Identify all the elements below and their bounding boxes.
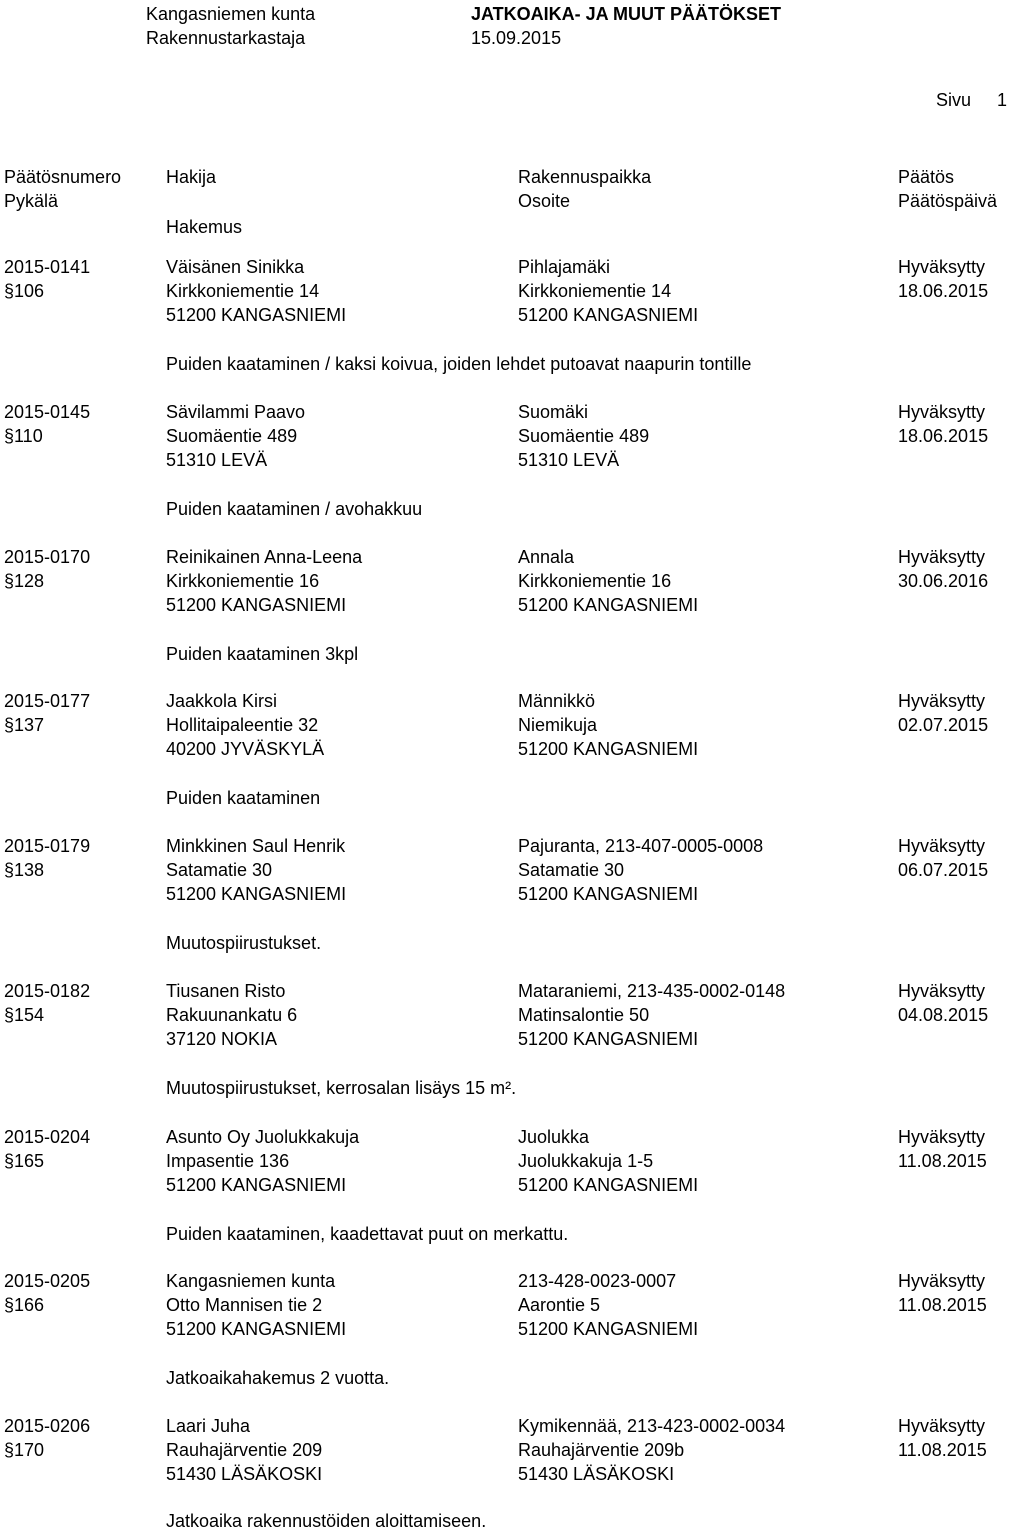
site-street: Juolukkakuja 1-5 (518, 1151, 654, 1171)
applicant-street: Kirkkoniementie 16 (166, 571, 320, 591)
application-description: Puiden kaataminen, kaadettavat puut on merkattu. (166, 1224, 569, 1244)
record-number: 2015-0179 (4, 836, 91, 856)
site-street: Suomäentie 489 (518, 426, 650, 446)
decision-date: 18.06.2015 (898, 281, 989, 301)
record-section: §110 (4, 426, 43, 446)
site-name: Annala (518, 547, 575, 567)
application-description: Puiden kaataminen (166, 788, 321, 808)
applicant-street: Kirkkoniementie 14 (166, 281, 320, 301)
decision-status: Hyväksytty (898, 1416, 986, 1436)
application-description: Muutospiirustukset. (166, 933, 322, 953)
decision-record (0, 1269, 1024, 1414)
applicant-name: Tiusanen Risto (166, 981, 286, 1001)
document-title: JATKOAIKA- JA MUUT PÄÄTÖKSET (471, 4, 781, 24)
record-number: 2015-0205 (4, 1271, 91, 1291)
decision-date: 02.07.2015 (898, 715, 989, 735)
application-description: Puiden kaataminen / kaksi koivua, joiden lehdet putoavat naapurin tontille (166, 354, 752, 374)
decision-status: Hyväksytty (898, 691, 986, 711)
decision-date: 18.06.2015 (898, 426, 989, 446)
record-number: 2015-0204 (4, 1127, 91, 1147)
decision-status: Hyväksytty (898, 981, 986, 1001)
decision-record (0, 834, 1024, 979)
record-number: 2015-0145 (4, 402, 91, 422)
record-section: §170 (4, 1440, 45, 1460)
site-street: Rauhajärventie 209b (518, 1440, 685, 1460)
applicant-street: Satamatie 30 (166, 860, 273, 880)
record-number: 2015-0170 (4, 547, 91, 567)
site-street: Satamatie 30 (518, 860, 625, 880)
decision-date: 06.07.2015 (898, 860, 989, 880)
applicant-name: Laari Juha (166, 1416, 251, 1436)
decision-date: 30.06.2016 (898, 571, 989, 591)
applicant-street: Rauhajärventie 209 (166, 1440, 323, 1460)
decision-date: 11.08.2015 (898, 1151, 987, 1171)
applicant-name: Väisänen Sinikka (166, 257, 305, 277)
applicant-name: Reinikainen Anna-Leena (166, 547, 363, 567)
application-description: Jatkoaikahakemus 2 vuotta. (166, 1368, 390, 1388)
record-section: §166 (4, 1295, 45, 1315)
page-label: Sivu (936, 90, 972, 110)
record-number: 2015-0206 (4, 1416, 91, 1436)
site-city: 51200 KANGASNIEMI (518, 1319, 699, 1339)
applicant-street: Rakuunankatu 6 (166, 1005, 298, 1025)
site-city: 51200 KANGASNIEMI (518, 305, 699, 325)
decision-status: Hyväksytty (898, 257, 986, 277)
decision-record (0, 545, 1024, 690)
decision-status: Hyväksytty (898, 836, 986, 856)
column-header-application: Hakemus (166, 217, 243, 237)
site-city: 51200 KANGASNIEMI (518, 1029, 699, 1049)
site-name: Kymikennää, 213-423-0002-0034 (518, 1416, 786, 1436)
applicant-name: Sävilammi Paavo (166, 402, 306, 422)
column-header-decision-date: Päätöspäivä (898, 191, 998, 211)
record-section: §106 (4, 281, 45, 301)
site-city: 51430 LÄSÄKOSKI (518, 1464, 675, 1484)
site-street: Niemikuja (518, 715, 598, 735)
site-name: Mataraniemi, 213-435-0002-0148 (518, 981, 786, 1001)
column-header-address: Osoite (518, 191, 571, 211)
applicant-street: Otto Mannisen tie 2 (166, 1295, 323, 1315)
site-street: Kirkkoniementie 14 (518, 281, 672, 301)
record-section: §128 (4, 571, 45, 591)
applicant-city: 51310 LEVÄ (166, 450, 268, 470)
site-name: 213-428-0023-0007 (518, 1271, 677, 1291)
site-city: 51200 KANGASNIEMI (518, 884, 699, 904)
site-name: Suomäki (518, 402, 589, 422)
applicant-city: 37120 NOKIA (166, 1029, 278, 1049)
application-description: Puiden kaataminen 3kpl (166, 644, 359, 664)
applicant-city: 51200 KANGASNIEMI (166, 595, 347, 615)
record-section: §154 (4, 1005, 45, 1025)
column-header-decision: Päätös (898, 167, 955, 187)
site-name: Männikkö (518, 691, 596, 711)
decision-record (0, 400, 1024, 545)
applicant-city: 51200 KANGASNIEMI (166, 1319, 347, 1339)
document-date: 15.09.2015 (471, 28, 562, 48)
site-city: 51200 KANGASNIEMI (518, 739, 699, 759)
applicant-name: Asunto Oy Juolukkakuja (166, 1127, 360, 1147)
application-description: Puiden kaataminen / avohakkuu (166, 499, 423, 519)
site-street: Aarontie 5 (518, 1295, 601, 1315)
applicant-name: Jaakkola Kirsi (166, 691, 278, 711)
applicant-city: 40200 JYVÄSKYLÄ (166, 739, 325, 759)
site-name: Juolukka (518, 1127, 590, 1147)
applicant-street: Hollitaipaleentie 32 (166, 715, 319, 735)
record-number: 2015-0182 (4, 981, 91, 1001)
site-street: Kirkkoniementie 16 (518, 571, 672, 591)
site-street: Matinsalontie 50 (518, 1005, 650, 1025)
applicant-city: 51430 LÄSÄKOSKI (166, 1464, 323, 1484)
decision-date: 11.08.2015 (898, 1295, 987, 1315)
decision-status: Hyväksytty (898, 1127, 986, 1147)
site-name: Pihlajamäki (518, 257, 611, 277)
decision-status: Hyväksytty (898, 547, 986, 567)
application-description: Muutospiirustukset, kerrosalan lisäys 15 m². (166, 1078, 517, 1098)
record-number: 2015-0177 (4, 691, 91, 711)
site-city: 51310 LEVÄ (518, 450, 620, 470)
site-name: Pajuranta, 213-407-0005-0008 (518, 836, 764, 856)
decision-record (0, 1414, 1024, 1532)
applicant-name: Minkkinen Saul Henrik (166, 836, 346, 856)
record-section: §138 (4, 860, 45, 880)
decision-date: 11.08.2015 (898, 1440, 987, 1460)
decision-date: 04.08.2015 (898, 1005, 989, 1025)
decision-record (0, 979, 1024, 1124)
decision-status: Hyväksytty (898, 402, 986, 422)
applicant-street: Impasentie 136 (166, 1151, 290, 1171)
department-name: Rakennustarkastaja (146, 28, 306, 48)
column-header-applicant: Hakija (166, 167, 217, 187)
column-header-decision-number: Päätösnumero (4, 167, 122, 187)
organization-name: Kangasniemen kunta (146, 4, 316, 24)
site-city: 51200 KANGASNIEMI (518, 595, 699, 615)
application-description: Jatkoaika rakennustöiden aloittamiseen. (166, 1511, 487, 1531)
decision-record (0, 689, 1024, 834)
applicant-city: 51200 KANGASNIEMI (166, 1175, 347, 1195)
record-section: §137 (4, 715, 45, 735)
applicant-name: Kangasniemen kunta (166, 1271, 336, 1291)
column-header-site: Rakennuspaikka (518, 167, 652, 187)
decision-status: Hyväksytty (898, 1271, 986, 1291)
page-number: 1 (997, 90, 1008, 110)
applicant-city: 51200 KANGASNIEMI (166, 305, 347, 325)
applicant-city: 51200 KANGASNIEMI (166, 884, 347, 904)
decision-record (0, 255, 1024, 400)
column-header-section: Pykälä (4, 191, 59, 211)
record-section: §165 (4, 1151, 45, 1171)
site-city: 51200 KANGASNIEMI (518, 1175, 699, 1195)
record-number: 2015-0141 (4, 257, 91, 277)
applicant-street: Suomäentie 489 (166, 426, 298, 446)
decision-record (0, 1125, 1024, 1270)
